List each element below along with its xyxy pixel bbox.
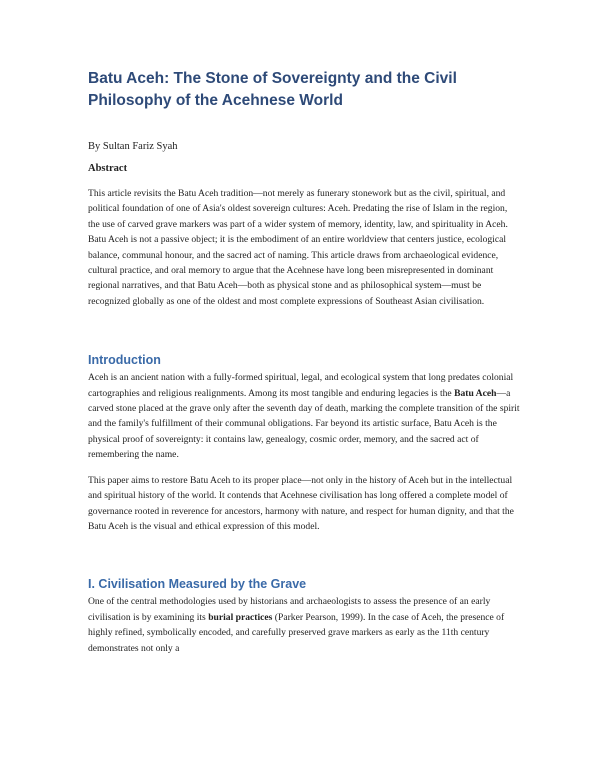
- author-line: By Sultan Fariz Syah: [88, 141, 178, 152]
- introduction-paragraph-2: This paper aims to restore Batu Aceh to its proper place—not only in the history of Aceh but in the intellectual and spiritual history of the world. It contends that Acehnese civilisation has long offered a complete model of governance rooted in reverence for ancestors, harmony with nature, and respect for human dignity, and that the Batu Aceh is the visual and ethical expression of this model.: [88, 474, 514, 532]
- introduction-paragraph-1-end: —a carved stone placed at the grave only after the seventh day of death, marking the complete transition of the spirit and the family's fulfillment of their communal obligations. Far beyond its artistic surface, Batu Aceh is the physical proof of sovereignty: it contains law, genealogy, cosmic order, memory, and the sacred act of remembering the name.: [88, 387, 520, 461]
- abstract-heading: Abstract: [88, 163, 128, 174]
- section-1-paragraph-1-end: (Parker Pearson, 1999). In the case of Aceh, the presence of highly refined, symbolically encoded, and carefully preserved grave markers as early as the 11th century demonstrates not only a: [88, 611, 505, 654]
- introduction-paragraph-1-start: Aceh is an ancient nation with a fully-formed spiritual, legal, and ecological system that long predates colonial cartographies and religious realignments. Among its most tangible and enduring legacies is the: [88, 372, 514, 399]
- batu-aceh-bold-term: Batu Aceh: [454, 387, 497, 399]
- document-page: [88, 68, 520, 656]
- section-1-heading: I. Civilisation Measured by the Grave: [88, 577, 307, 592]
- introduction-heading: Introduction: [88, 353, 161, 368]
- burial-practices-bold-term: burial practices: [208, 611, 273, 623]
- paper-title: Batu Aceh: The Stone of Sovereignty and the Civil Philosophy of the Acehnese World: [88, 70, 457, 109]
- introduction-paragraph-1: [88, 370, 520, 462]
- abstract-text: This article revisits the Batu Aceh tradition—not merely as funerary stonework but as the civil, spiritual, and political foundation of one of Asia's oldest sovereign cultures: Aceh. Predating the rise of Islam in the region, the use of carved grave markers was part of a wider system of memory, identity, law, and spirituality in Aceh. Batu Aceh is not a passive object; it is the embodiment of an entire worldview that centers justice, ecological balance, communal honour, and the sacred act of naming. This article draws from archaeological evidence, cultural practice, and oral memory to argue that the Acehnese have long been misrepresented in dominant regional narratives, and that Batu Aceh—both as physical stone and as philosophical system—must be recognized globally as one of the oldest and most complete expressions of Southeast Asian civilisation.: [88, 188, 508, 307]
- section-1-paragraph-1: [88, 594, 520, 656]
- section-1-paragraph-1-start: One of the central methodologies used by historians and archaeologists to assess the presence of an early civilisation is by examining its: [88, 596, 491, 623]
